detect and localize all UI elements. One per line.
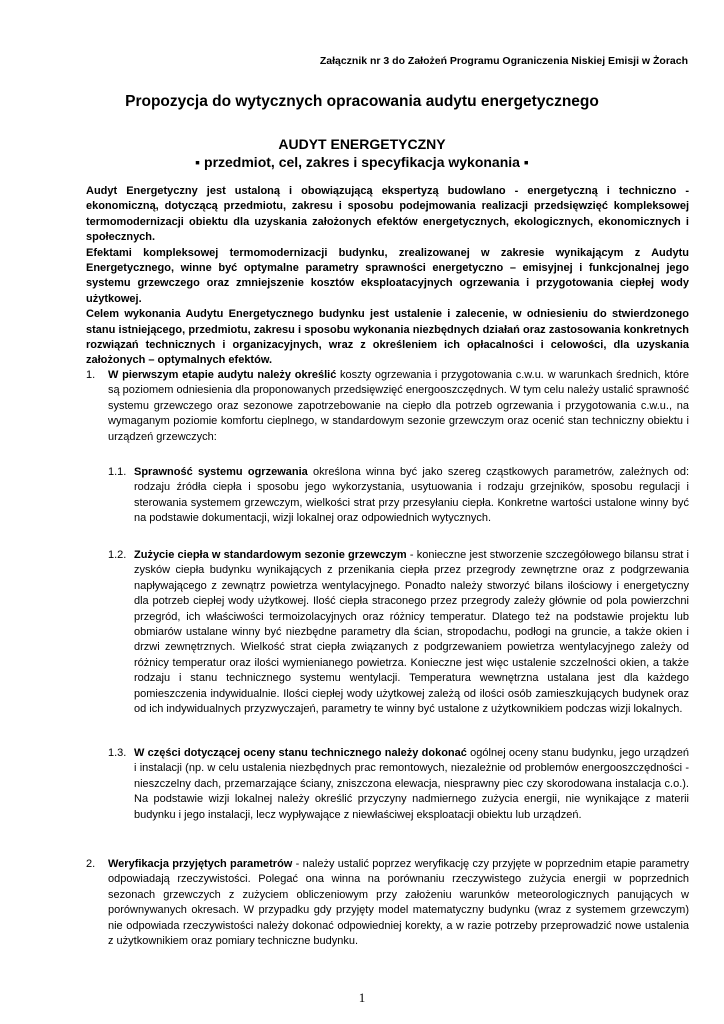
section-1-1	[108, 465, 689, 527]
section-text: - należy ustalić poprzez weryfikację czy przyjęte w poprzednim etapie parametry odpowiadają rzeczywistości. Polegać ona winna na porównaniu rzeczywistego zużycia energii w poprzednich sezonach grzewczych z zużyciem obliczeniowym przy założeniu warunków meteorologicznych panujących w porównywanych okresach. W przypadku gdy przyjęty model matematyczny budynku (wraz z systemem grzewczym) nie odpowiada rzeczywistości należy dokonać odpowiedniej korekty, a w razie potrzeby przeprowadzić nowe ustalenia z użytkownikiem oraz pomiary techniczne budynku.	[108, 858, 689, 948]
section-body	[108, 857, 689, 949]
section-1-3	[108, 746, 689, 823]
section-number: 2.	[86, 858, 96, 870]
section-lead: Zużycie ciepła w standardowym sezonie grzewczym	[134, 549, 407, 561]
section-number: 1.3.	[108, 747, 127, 759]
intro-block	[86, 184, 689, 369]
section-number: 1.	[86, 369, 96, 381]
section-text: określona winna być jako szereg cząstkowych parametrów, zależnych od: rodzaju źródła ciepła i sposobu jego wykorzystania, usytuowania i rodzaju grzejników, sposobu regulacji i sterowania systemem grzewczym, wielkości strat przy przesyłaniu ciepła. Konkretne wartości ustalone winny być na podstawie dokumentacji, wizji lokalnej oraz odpowiednich wytycznych.	[134, 466, 689, 525]
section-text: ogólnej oceny stanu budynku, jego urządzeń i instalacji (np. w celu ustalenia niezbędnych prac remontowych, niezależnie od problemów energooszczędności - nieszczelny dach, przemarzające ściany, zniszczona elewacja, niesprawny piec czy skorodowana instalacja c.o.). Na podstawie wizji lokalnej należy określić przyczyny nadmiernego zużycia energii, nie wynikające z materii budynku i jego instalacji, lecz wypływające z niewłaściwej eksploatacji obiektu lub urządzeń.	[134, 747, 689, 821]
section-body	[108, 368, 689, 445]
section-text: koszty ogrzewania i przygotowania c.w.u. w warunkach średnich, które są poziomem odniesienia dla proponowanych przedsięwzięć energooszczędnych. W tym celu należy ustalić sprawność systemu grzewczego oraz sezonowe zapotrzebowanie na ciepło dla potrzeb ogrzewania i przygotowania c.w.u., na wymaganym poziomie komfortu cieplnego, w standardowym sezonie grzewczym oraz ocenić stan techniczny obiektu i urządzeń grzewczych:	[108, 369, 689, 443]
section-text: - konieczne jest stworzenie szczegółowego bilansu strat i zysków ciepła budynku wynikających z przenikania ciepła przez przegrody zewnętrzne oraz z podgrzewania napływającego z zewnątrz powietrza wentylacyjnego. Ponadto należy stworzyć bilans ilościowy i energetyczny dla potrzeb ciepłej wody użytkowej. Ilość ciepła straconego przez przegrody zależy głównie od pola powierzchni przegród, ich właściwości termoizolacyjnych oraz różnicy temperatur. Dlatego też na podstawie projektu lub obmiarów ustalane winny być niezbędne parametry dla ścian, stropodachu, podłogi na gruncie, a także okien i drzwi zewnętrznych. Wielkość strat ciepła związanych z podgrzewaniem powietrza wentylacyjnego zależy od różnicy temperatur oraz ilości wymienianego powietrza. Konieczne jest więc ustalenie szczelności okien, a także rodzaju i stanu technicznego systemu wentylacji. Temperatura wewnętrzna ustalana jest dla każdego pomieszczenia indywidualnie. Ilości ciepłej wody użytkowej zależą od ilości osób zamieszkujących budynek oraz od ich indywidualnych przyzwyczajeń, parametry te winny być ustalone z użytkownikiem podczas wizji lokalnych.	[134, 549, 689, 716]
section-1-2	[108, 548, 689, 717]
audit-subtitle: ▪ przedmiot, cel, zakres i specyfikacja wykonania ▪	[195, 154, 529, 170]
section-number: 1.2.	[108, 549, 127, 561]
section-lead: Sprawność systemu ogrzewania	[134, 466, 308, 478]
section-number: 1.1.	[108, 466, 127, 478]
audit-title: AUDYT ENERGETYCZNY	[278, 136, 446, 152]
section-body	[134, 548, 689, 717]
page-title: Propozycja do wytycznych opracowania audytu energetycznego	[125, 93, 599, 110]
section-body	[134, 465, 689, 527]
section-1	[86, 368, 689, 445]
section-body	[134, 746, 689, 823]
section-lead: W części dotyczącej oceny stanu technicznego należy dokonać	[134, 747, 467, 759]
section-2	[86, 857, 689, 949]
section-lead: Weryfikacja przyjętych parametrów	[108, 858, 293, 870]
attachment-header: Załącznik nr 3 do Założeń Programu Ograniczenia Niskiej Emisji w Żorach	[319, 55, 688, 67]
intro-paragraph-3: Celem wykonania Audytu Energetycznego budynku jest ustalenie i zalecenie, w odniesieniu do stwierdzonego stanu istniejącego, przedmiotu, zakresu i sposobu wykonania niezbędnych działań oraz zastosowania konkretnych rozwiązań technicznych i organizacyjnych, wraz z określeniem ich opłacalności i celowości, dla uzyskania założonych – optymalnych efektów.	[86, 308, 689, 367]
intro-paragraph-2: Efektami kompleksowej termomodernizacji budynku, zrealizowanej w zakresie wynikającym z Audytu Energetycznego, winne być optymalne parametry sprawności energetyczno – emisyjnej i funkcjonalnej jego systemu grzewczego oraz zmniejszenie kosztów eksploatacyjnych ogrzewania i przygotowania ciepłej wody użytkowej.	[86, 246, 689, 305]
intro-paragraph-1: Audyt Energetyczny jest ustaloną i obowiązującą ekspertyzą budowlano - energetyczną i techniczno - ekonomiczną, dotyczącą przedmiotu, zakresu i sposobu podejmowania realizacji przedsięwzięć kompleksowej termomodernizacji obiektu dla uzyskania założonych efektów energetycznych, ekologicznych, ekonomicznych i społecznych.	[86, 185, 689, 244]
section-lead: W pierwszym etapie audytu należy określić	[108, 369, 337, 381]
page-number: 1	[358, 990, 366, 1005]
